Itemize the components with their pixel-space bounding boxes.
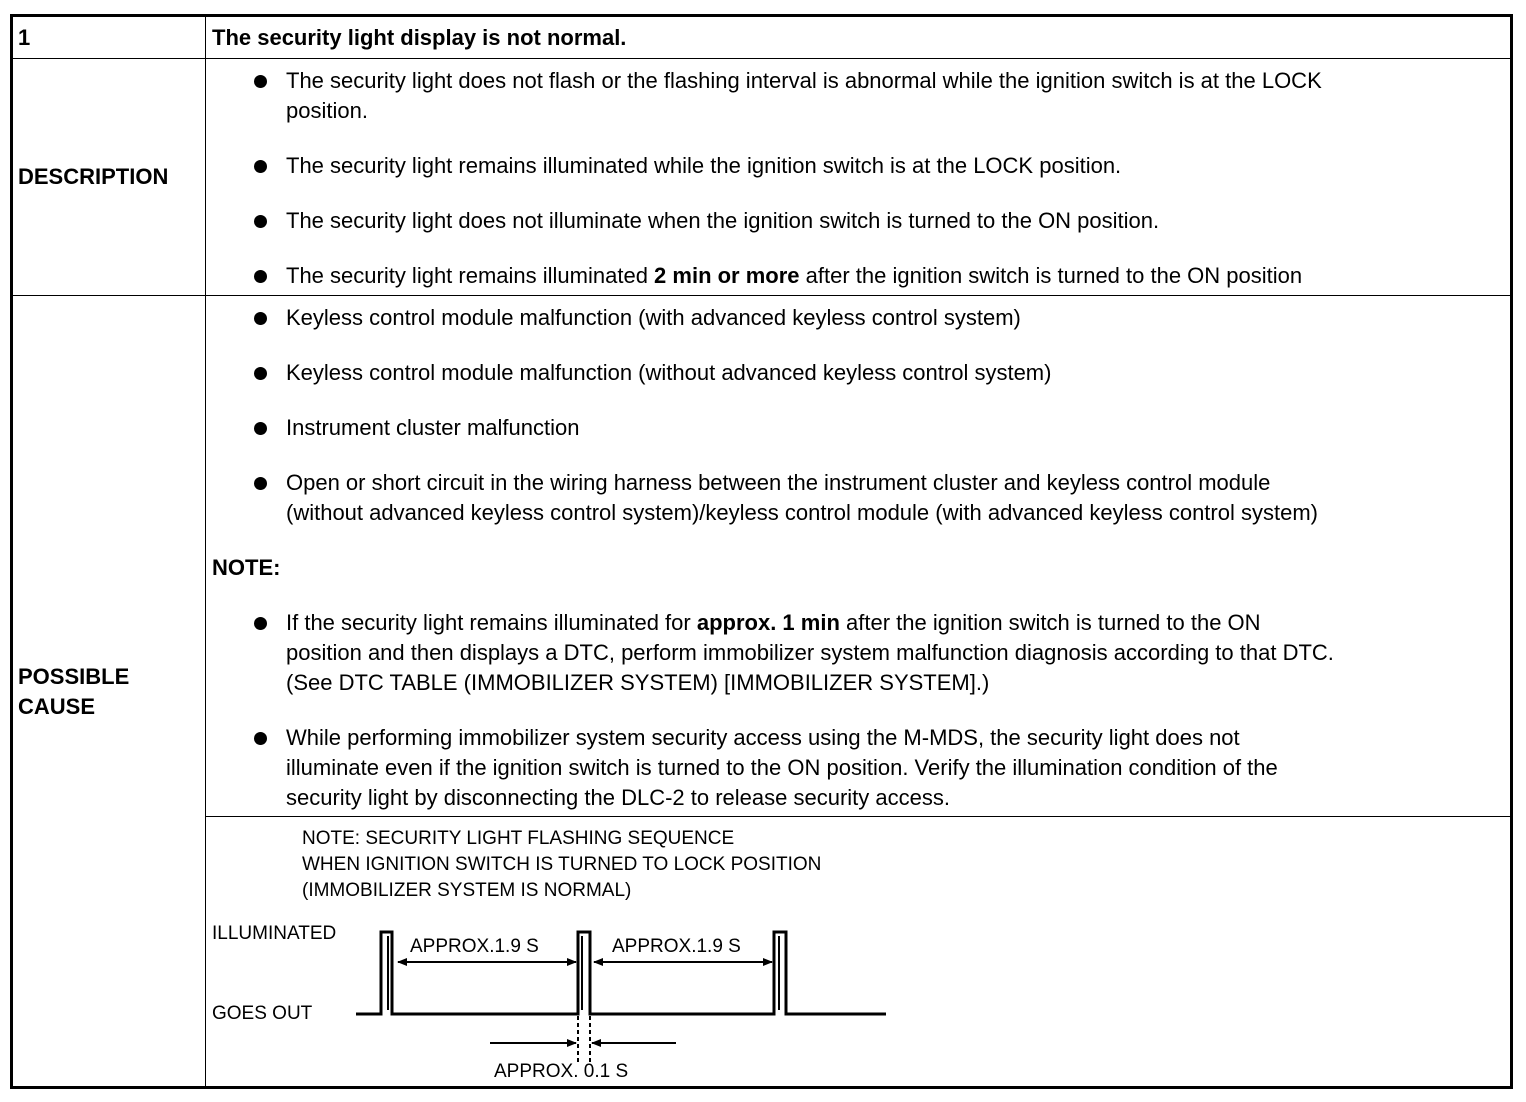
diagram-note-line: (IMMOBILIZER SYSTEM IS NORMAL) <box>302 880 632 901</box>
illuminated-label: ILLUMINATED <box>212 923 337 944</box>
interval-label-2: APPROX.1.9 S <box>612 936 741 957</box>
step-title: The security light display is not normal. <box>212 25 627 50</box>
note-item: While performing immobilizer system security access using the M-MDS, the security light does not illuminate even if the ignition switch is turned to the ON position. Verify the illumination condition of the security light by disconnecting the DLC-2 to release security access. <box>286 725 1278 810</box>
note-item: If the security light remains illuminated for approx. 1 min after the ignition switch is turned to the ON position and then displays a DTC, perform immobilizer system malfunction diagnosis according to that DTC. (See DTC TABLE (IMMOBILIZER SYSTEM) [IMMOBILIZER SYSTEM].) <box>286 610 1334 695</box>
pulse-width-label: APPROX. 0.1 S <box>494 1061 629 1082</box>
goes-out-label: GOES OUT <box>212 1003 313 1024</box>
description-label: DESCRIPTION <box>18 164 169 189</box>
interval-label-1: APPROX.1.9 S <box>410 936 539 957</box>
description-item: The security light remains illuminated 2 min or more after the ignition switch is turned to the ON position <box>286 263 1303 288</box>
description-item: The security light does not illuminate when the ignition switch is turned to the ON position. <box>286 208 1160 233</box>
diagram-note-line: WHEN IGNITION SWITCH IS TURNED TO LOCK POSITION <box>302 854 822 875</box>
description-item: The security light does not flash or the flashing interval is abnormal while the ignition switch is at the LOCK position. <box>286 68 1322 123</box>
description-item: The security light remains illuminated while the ignition switch is at the LOCK position. <box>286 153 1122 178</box>
cause-item: Open or short circuit in the wiring harness between the instrument cluster and keyless control module (without advanced keyless control system)/keyless control module (with advanced keyless control system) <box>286 470 1318 525</box>
cause-item: Keyless control module malfunction (without advanced keyless control system) <box>286 360 1052 385</box>
cause-item: Keyless control module malfunction (with advanced keyless control system) <box>286 305 1021 330</box>
cause-item: Instrument cluster malfunction <box>286 415 580 440</box>
step-number: 1 <box>18 25 31 50</box>
note-label: NOTE: <box>212 555 281 580</box>
diagram-note-line: NOTE: SECURITY LIGHT FLASHING SEQUENCE <box>302 828 735 849</box>
possible-cause-label: POSSIBLE CAUSE <box>18 664 130 719</box>
